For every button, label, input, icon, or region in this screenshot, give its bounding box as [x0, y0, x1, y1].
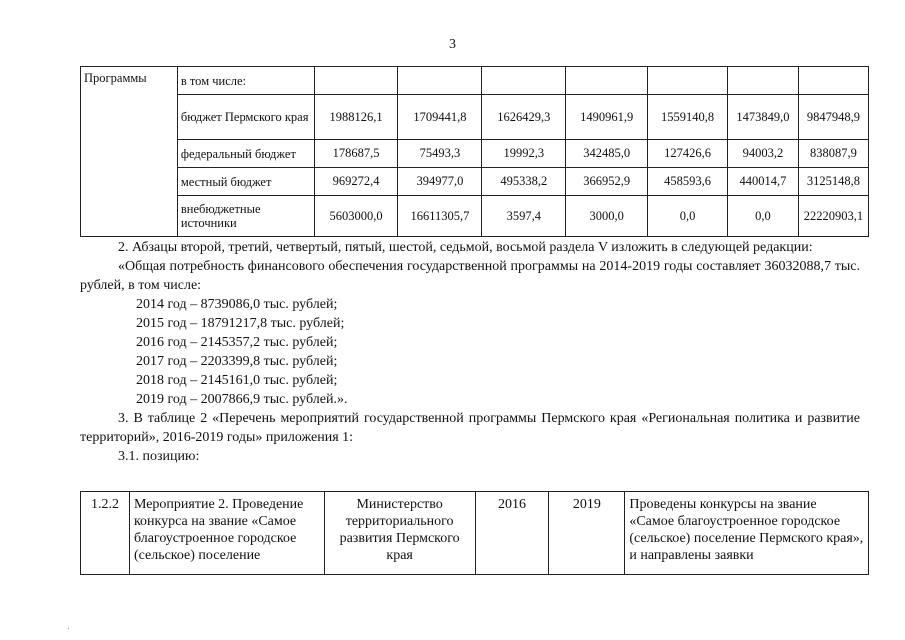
table-row — [81, 196, 869, 237]
table-cell: 1473849,0 — [728, 95, 799, 140]
row-label: федеральный бюджет — [177, 140, 314, 168]
table-row — [81, 140, 869, 168]
table-cell: 342485,0 — [566, 140, 648, 168]
paragraph-quote: «Общая потребность финансового обеспечения государственной программы на 2014-2019 годы составляет 36032088,7 тыс. рублей, в том числе: — [80, 259, 860, 293]
paragraph-3-1: 3.1. позицию: — [118, 449, 200, 464]
table-cell: 1626429,3 — [482, 95, 566, 140]
activity-code: 1.2.2 — [81, 492, 130, 575]
program-label: Программы — [81, 67, 178, 237]
paragraph-2: 2. Абзацы второй, третий, четвертый, пятый, шестой, седьмой, восьмой раздела V изложить в следующей редакции: — [118, 240, 813, 255]
table-cell — [798, 67, 868, 95]
finance-table — [80, 66, 869, 237]
activity-name: Мероприятие 2. Проведение конкурса на звание «Самое благоустроенное городское (сельское) поселение — [129, 492, 324, 575]
row-label: внебюджетные источники — [177, 196, 314, 237]
activity-table — [80, 491, 869, 575]
table-cell: 127426,6 — [648, 140, 728, 168]
table-cell: 838087,9 — [798, 140, 868, 168]
table-cell: 19992,3 — [482, 140, 566, 168]
table-cell — [314, 67, 398, 95]
table-cell: 22220903,1 — [798, 196, 868, 237]
table-cell — [482, 67, 566, 95]
year-line: 2014 год – 8739086,0 тыс. рублей; — [136, 297, 338, 312]
table-cell: 16611305,7 — [398, 196, 482, 237]
activity-end-year: 2019 — [549, 492, 625, 575]
table-cell: 1709441,8 — [398, 95, 482, 140]
table-cell: 9847948,9 — [798, 95, 868, 140]
body-text — [80, 238, 860, 466]
table-row — [81, 67, 869, 95]
table-cell: 3000,0 — [566, 196, 648, 237]
table-cell — [566, 67, 648, 95]
table-cell: 969272,4 — [314, 168, 398, 196]
table-cell: 440014,7 — [728, 168, 799, 196]
activity-executor: Министерство территориального развития Пермского края — [324, 492, 475, 575]
table-cell — [728, 67, 799, 95]
table-cell — [648, 67, 728, 95]
activity-start-year: 2016 — [475, 492, 549, 575]
table-cell: 94003,2 — [728, 140, 799, 168]
table-cell: 0,0 — [728, 196, 799, 237]
table-cell: 75493,3 — [398, 140, 482, 168]
table-row — [81, 95, 869, 140]
year-line: 2015 год – 18791217,8 тыс. рублей; — [136, 316, 345, 331]
row-label: бюджет Пермского края — [177, 95, 314, 140]
scan-dot — [68, 628, 69, 629]
table-cell: 458593,6 — [648, 168, 728, 196]
table-cell: 0,0 — [648, 196, 728, 237]
table-cell: 495338,2 — [482, 168, 566, 196]
year-line: 2019 год – 2007866,9 тыс. рублей.». — [136, 392, 348, 407]
year-line: 2016 год – 2145357,2 тыс. рублей; — [136, 335, 338, 350]
table-cell: 1988126,1 — [314, 95, 398, 140]
page-number: 3 — [449, 37, 456, 52]
paragraph-3: 3. В таблице 2 «Перечень мероприятий государственной программы Пермского края «Региональная политика и развитие территорий», 2016-2019 годы» приложения 1: — [80, 411, 860, 445]
table-cell: 3597,4 — [482, 196, 566, 237]
activity-result: Проведены конкурсы на звание «Самое благоустроенное городское (сельское) поселение Пермского края», и направлены заявки — [625, 492, 869, 575]
table-row — [81, 492, 869, 575]
table-cell: 1559140,8 — [648, 95, 728, 140]
table-cell: 366952,9 — [566, 168, 648, 196]
table-cell: 3125148,8 — [798, 168, 868, 196]
year-line: 2017 год – 2203399,8 тыс. рублей; — [136, 354, 338, 369]
table-row — [81, 168, 869, 196]
row-label: в том числе: — [177, 67, 314, 95]
row-label: местный бюджет — [177, 168, 314, 196]
table-cell: 178687,5 — [314, 140, 398, 168]
year-line: 2018 год – 2145161,0 тыс. рублей; — [136, 373, 338, 388]
table-cell: 1490961,9 — [566, 95, 648, 140]
table-cell: 394977,0 — [398, 168, 482, 196]
table-cell — [398, 67, 482, 95]
table-cell: 5603000,0 — [314, 196, 398, 237]
